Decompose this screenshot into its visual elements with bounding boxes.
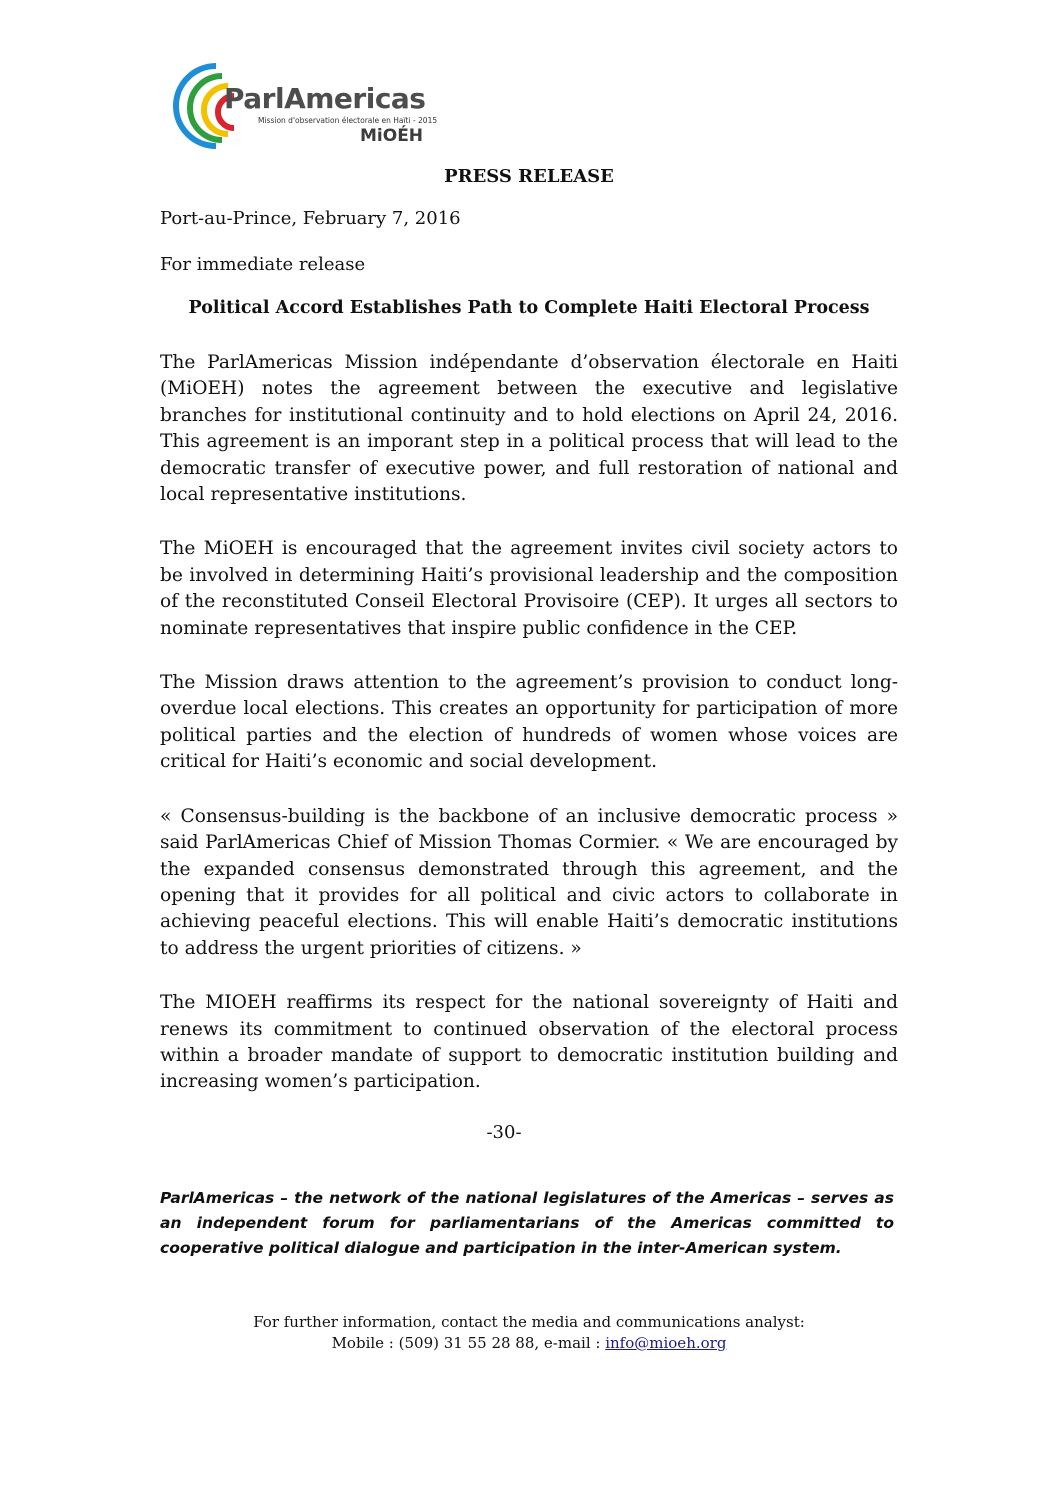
dateline: Port-au-Prince, February 7, 2016	[160, 208, 461, 229]
body-text	[160, 350, 898, 1124]
body-paragraph: The Mission draws attention to the agreement’s provision to conduct long-overdue local elections. This creates an opportunity for participation of more political parties and the election of hundreds of women whose voices are critical for Haiti’s economic and social development.	[160, 672, 898, 773]
logo-subtitle: Mission d'observation électorale en Haïti - 2015	[258, 116, 438, 125]
parlamericas-logo	[172, 60, 452, 152]
end-mark: -30-	[486, 1122, 522, 1143]
footer-contact-details	[0, 1333, 1058, 1354]
body-paragraph: The MiOEH is encouraged that the agreement invites civil society actors to be involved in determining Haiti’s provisional leadership and the composition of the reconstituted Conseil Electoral Provisoire (CEP). It urges all sectors to nominate representatives that inspire public confidence in the CEP.	[160, 538, 898, 639]
body-paragraph: The MIOEH reaffirms its respect for the national sovereignty of Haiti and renews its commitment to continued observation of the electoral process within a broader mandate of support to democratic institution building and increasing women’s participation.	[160, 992, 898, 1093]
footer-phone: Mobile : (509) 31 55 28 88, e-mail :	[331, 1334, 606, 1352]
email-link[interactable]: info@mioeh.org	[605, 1334, 727, 1352]
headline: Political Accord Establishes Path to Complete Haiti Electoral Process	[188, 298, 870, 318]
contact-footer	[0, 1312, 1058, 1354]
footer-contact-line: For further information, contact the media and communications analyst:	[253, 1313, 805, 1331]
release-note: For immediate release	[160, 254, 366, 275]
quote-paragraph: « Consensus-building is the backbone of an inclusive democratic process » said ParlAmericas Chief of Mission Thomas Cormier. « We are encouraged by the expanded consensus demonstrated through this agreement, and the opening that it provides for all political and civic actors to collaborate in achieving peaceful elections. This will enable Haiti’s democratic institutions to address the urgent priorities of citizens. »	[160, 805, 898, 959]
logo-abbreviation: MiOÉH	[360, 126, 424, 146]
document-title: PRESS RELEASE	[444, 166, 614, 187]
logo-name: ParlAmericas	[224, 82, 426, 115]
boilerplate: ParlAmericas – the network of the national legislatures of the Americas – serves as an independent forum for parliamentarians of the Americas committed to cooperative political dialogue and participation in the inter-American system.	[160, 1189, 894, 1257]
body-paragraph: The ParlAmericas Mission indépendante d’observation électorale en Haiti (MiOEH) notes the agreement between the executive and legislative branches for institutional continuity and to hold elections on April 24, 2016. This agreement is an imporant step in a political process that will lead to the democratic transfer of executive power, and full restoration of national and local representative institutions.	[160, 352, 898, 506]
